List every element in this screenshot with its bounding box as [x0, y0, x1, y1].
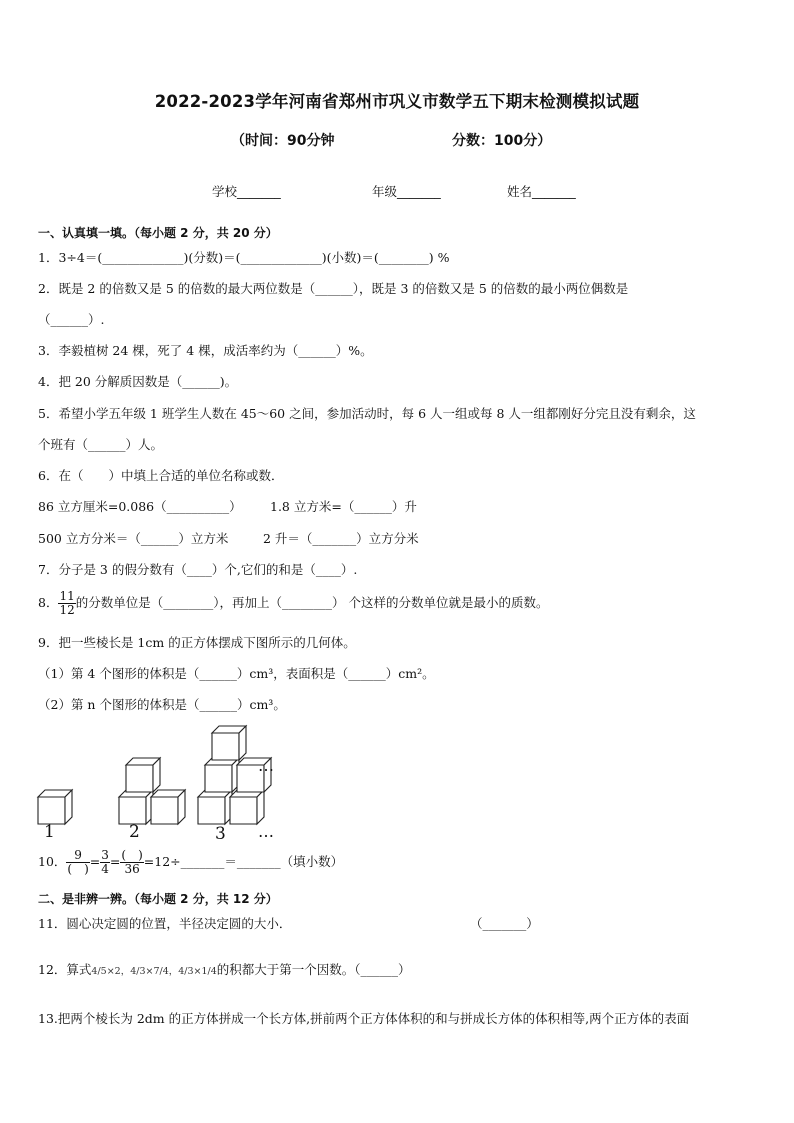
fraction-denominator: 36 [124, 862, 140, 876]
question-6-intro: 6．在（ ）中填上合适的单位名称或数． [38, 468, 284, 483]
cube-stacks-figure [30, 718, 290, 846]
question-4: 4．把 20 分解质因数是（______)。 [38, 374, 238, 389]
cube [230, 790, 264, 824]
fraction-3 [120, 849, 143, 876]
question-9-part1: （1）第 4 个图形的体积是（______）cm³，表面积是（______）cm²。 [38, 666, 435, 681]
figure-3-cubes [198, 726, 271, 824]
fraction-2 [100, 849, 110, 876]
question-6-d: 2 升＝（_______）立方分米 [263, 531, 419, 546]
cube [119, 790, 153, 824]
question-6-b: 1.8 立方米=（______）升 [270, 499, 417, 514]
question-12 [38, 962, 411, 980]
fraction-11-12 [58, 590, 75, 617]
question-2-line1: 2．既是 2 的倍数又是 5 的倍数的最大两位数是（______），既是 3 的倍数又是 5 的倍数的最小两位偶数是 [38, 281, 629, 296]
grade-field: 年级_______ [372, 184, 441, 199]
exam-score: 分数：100分） [452, 133, 552, 149]
fraction-numerator: ( ) [121, 848, 143, 862]
question-8-rest: 的分数单位是（________），再加上（________） 个这样的分数单位就是最小的质数。 [75, 595, 549, 610]
equals-sign: = [109, 854, 121, 869]
ellipsis-top: … [258, 756, 274, 775]
cube [38, 790, 72, 824]
question-12-expression: 4/5×2，4/3×7/4，4/3×1/4 [91, 966, 217, 977]
cube [212, 726, 246, 760]
figure-1-cubes [38, 790, 72, 824]
fraction-numerator: 3 [101, 848, 109, 862]
question-11: 11．圆心决定圆的位置，半径决定圆的大小． [38, 916, 292, 931]
question-10-rest: =12÷_______＝_______（填小数） [143, 854, 344, 869]
fraction-numerator: 9 [66, 849, 89, 863]
cube [151, 790, 185, 824]
question-5-line2: 个班有（______）人。 [38, 437, 164, 452]
figure-2-cubes [119, 758, 185, 824]
question-11-blank: （_______） [470, 916, 539, 931]
fraction-numerator: 11 [59, 589, 75, 603]
name-field: 姓名_______ [507, 184, 576, 199]
section-heading-judge: 二、是非辨一辨。（每小题 2 分，共 12 分） [38, 892, 278, 906]
school-field: 学校_______ [212, 184, 281, 199]
question-7: 7．分子是 3 的假分数有（____）个,它们的和是（____）. [38, 562, 358, 577]
question-12-rest: 的积都大于第一个因数。（______） [216, 962, 411, 977]
question-13: 13.把两个棱长为 2dm 的正方体拼成一个长方体,拼前两个正方体体积的和与拼成长方体的体积相等,两个正方体的表面 [38, 1011, 690, 1026]
cube [205, 758, 239, 792]
fraction-denominator: ( ) [67, 862, 89, 876]
ellipsis-bottom: … [258, 822, 274, 841]
figure-label-2: 2 [129, 822, 140, 842]
exam-time: （时间：90分钟 [231, 133, 335, 149]
question-2-line2: （______）. [38, 312, 105, 327]
section-heading-fill: 一、认真填一填。（每小题 2 分，共 20 分） [38, 226, 278, 240]
question-10-prefix: 10． [38, 854, 67, 869]
question-5-line1: 5．希望小学五年级 1 班学生人数在 45～60 之间，参加活动时，每 6 人一组或每 8 人一组都刚好分完且没有剩余，这 [38, 406, 696, 421]
exam-title: 2022-2023学年河南省郑州市巩义市数学五下期末检测模拟试题 [154, 92, 640, 111]
question-6-c: 500 立方分米＝（______）立方米 [38, 531, 229, 546]
equals-sign: = [89, 854, 101, 869]
question-8 [38, 590, 548, 617]
figure-label-3: 3 [215, 824, 226, 844]
question-9-intro: 9．把一些棱长是 1cm 的正方体摆成下图所示的几何体。 [38, 635, 356, 650]
question-1: 1．3÷4＝(_____________)(分数)＝(_____________)(小数)＝(________) % [38, 250, 450, 265]
question-10 [38, 849, 343, 876]
cube [198, 790, 232, 824]
fraction-denominator: 12 [59, 603, 75, 617]
fraction-denominator: 4 [101, 862, 109, 876]
question-12-prefix: 12．算式 [38, 962, 92, 977]
fraction-1 [66, 849, 89, 876]
cube [126, 758, 160, 792]
question-6-a: 86 立方厘米=0.086（__________） [38, 499, 242, 514]
question-9-part2: （2）第 n 个图形的体积是（______）cm³。 [38, 697, 286, 712]
question-8-prefix: 8． [38, 595, 59, 610]
figure-label-1: 1 [44, 822, 55, 842]
question-3: 3．李毅植树 24 棵，死了 4 棵，成活率约为（______）%。 [38, 343, 373, 358]
